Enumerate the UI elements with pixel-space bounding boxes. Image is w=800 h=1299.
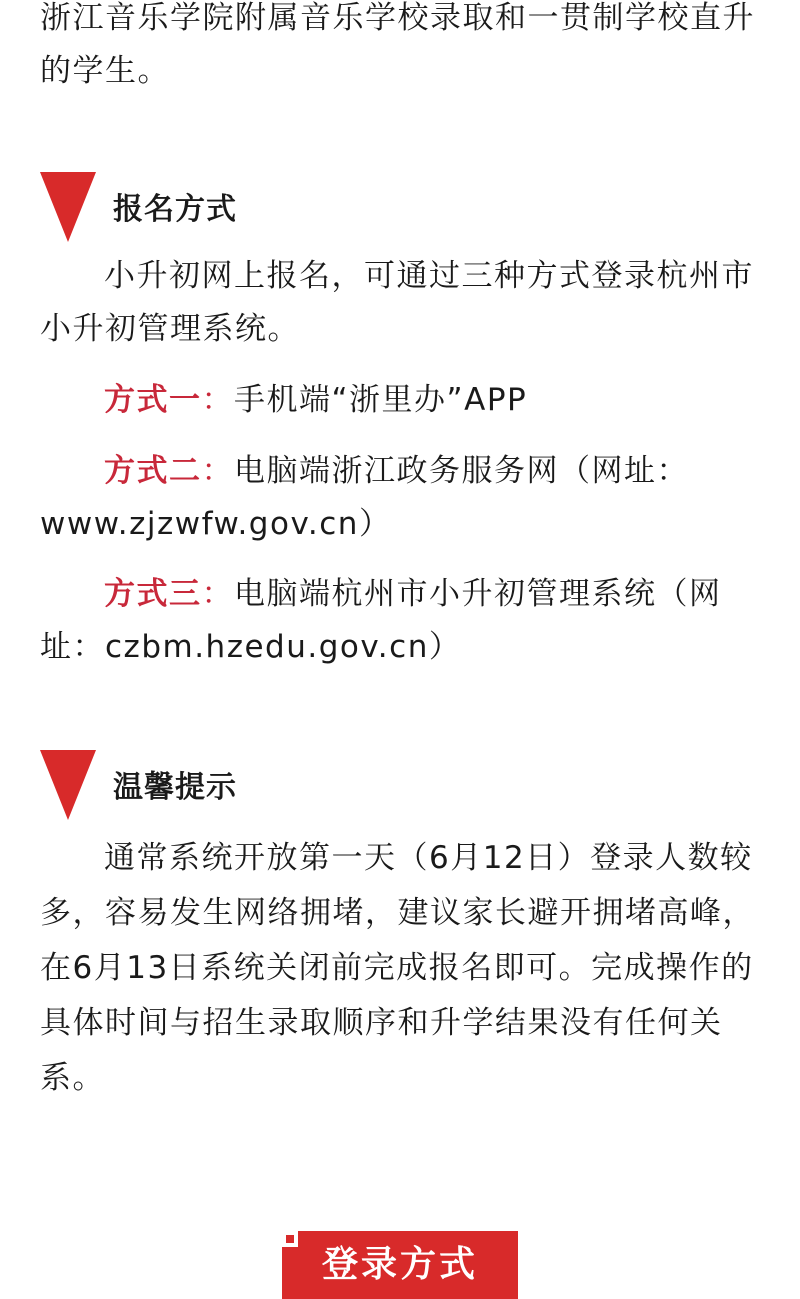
login-methods-button[interactable] [282, 1231, 518, 1299]
intro-line-2: 的学生。 [40, 53, 170, 89]
method-one [40, 374, 762, 427]
red-triangle-icon [40, 750, 96, 820]
tips-paragraph: 通常系统开放第一天（6月12日）登录人数较多，容易发生网络拥堵，建议家长避开拥堵高峰，在6月13日系统关闭前完成报名即可。完成操作的具体时间与招生录取顺序和升学结果没有任何关系。 [40, 840, 755, 1096]
login-button-label: 登录方式 [282, 1231, 518, 1299]
method-text: 电脑端浙江政务服务网（网址：www.zjzwfw.gov.cn） [40, 453, 689, 542]
section-title: 报名方式 [113, 192, 237, 227]
intro-text [40, 0, 762, 98]
method-text: 手机端“浙里办”APP [234, 382, 528, 418]
registration-paragraph: 小升初网上报名，可通过三种方式登录杭州市小升初管理系统。 [40, 258, 754, 347]
red-triangle-icon [40, 172, 96, 242]
section-title: 温馨提示 [113, 770, 237, 805]
method-colon: ： [201, 382, 234, 418]
method-label: 方式三 [104, 576, 202, 612]
method-text: 电脑端杭州市小升初管理系统（网址：czbm.hzedu.gov.cn） [40, 576, 722, 665]
method-label: 方式一 [104, 382, 202, 418]
method-colon: ： [201, 453, 234, 489]
method-colon: ： [201, 576, 234, 612]
corner-notch-icon [282, 1231, 298, 1247]
intro-line-1: 浙江音乐学院附属音乐学校录取和一贯制学校直升 [40, 0, 755, 36]
method-label: 方式二 [104, 453, 202, 489]
method-three [40, 568, 762, 674]
method-two [40, 445, 762, 551]
